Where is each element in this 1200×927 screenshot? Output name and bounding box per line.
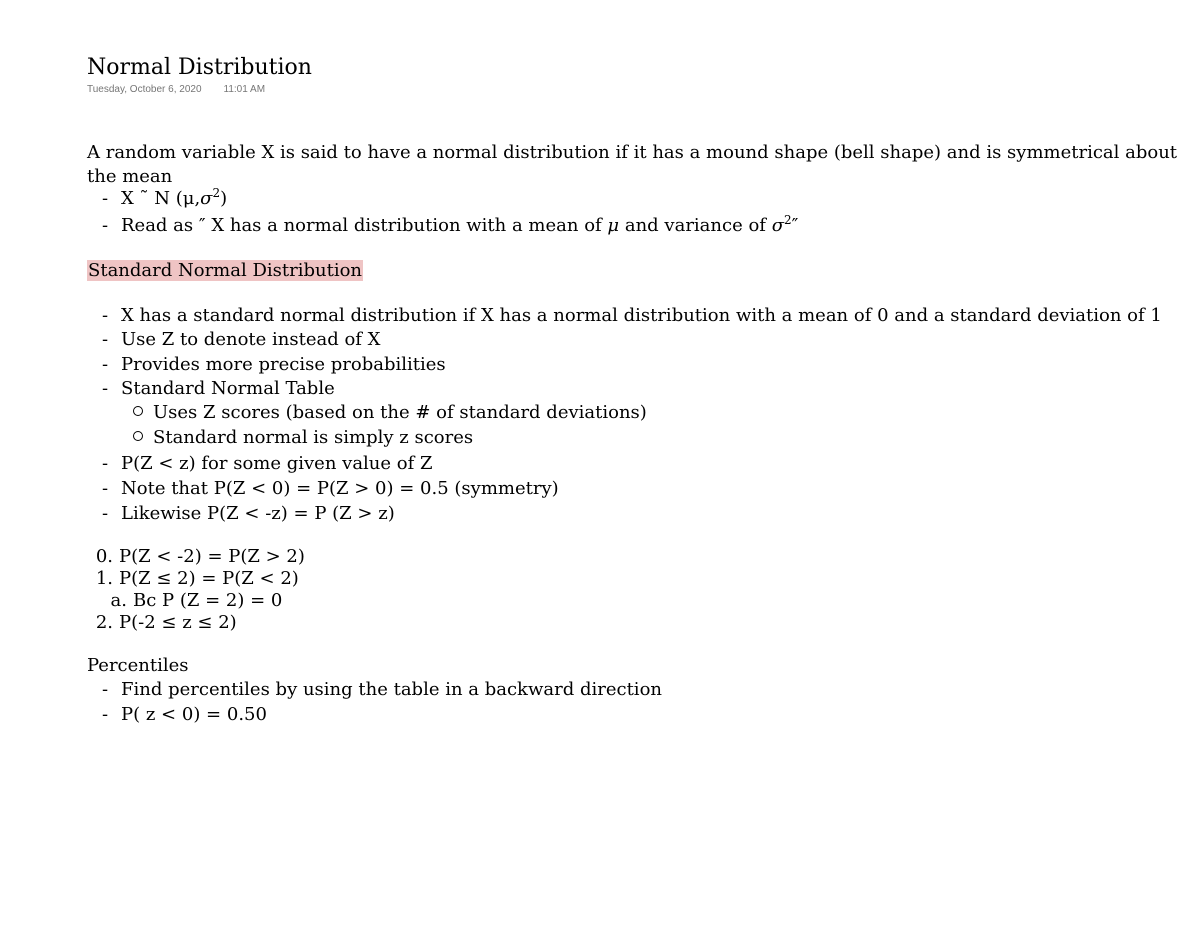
item-number: 2.	[95, 612, 113, 633]
bullet-text: Uses Z scores (based on the # of standard deviations)	[153, 402, 647, 423]
item-number: 0.	[95, 546, 113, 567]
bullet-text-middle: and variance of	[619, 215, 772, 236]
bullet-text: Note that P(Z < 0) = P(Z > 0) = 0.5 (symmetry)	[121, 478, 559, 499]
bullet-text: Provides more precise probabilities	[121, 354, 446, 375]
bullet-text: Standard normal is simply z scores	[153, 427, 474, 448]
item-text: P(-2 ≤ z ≤ 2)	[119, 612, 237, 633]
list-item	[87, 477, 559, 501]
list-item	[87, 502, 395, 526]
bullet-dash: -	[102, 453, 109, 474]
bullet-dash: -	[102, 329, 109, 350]
bullet-text: Standard Normal Table	[121, 378, 335, 399]
bullet-text: X has a standard normal distribution if X has a normal distribution with a mean of 0 and a standard deviation of 1	[121, 305, 1162, 326]
section-heading	[87, 259, 363, 283]
bullet-dash: -	[102, 503, 109, 524]
mu-symbol: μ	[607, 215, 620, 236]
note-time: 11:01 AM	[223, 84, 266, 95]
numbered-item	[87, 545, 305, 569]
highlighted-heading: Standard Normal Distribution	[88, 260, 363, 281]
item-text: P(Z ≤ 2) = P(Z < 2)	[119, 568, 299, 589]
item-letter: a.	[110, 590, 127, 611]
page-title: Normal Distribution	[87, 55, 312, 80]
bullet-dash: -	[102, 354, 109, 375]
bullet-text: P(Z < z) for some given value of Z	[121, 453, 433, 474]
bullet-text: Find percentiles by using the table in a backward direction	[121, 679, 662, 700]
sub-list-item	[87, 401, 647, 425]
bullet-text: Likewise P(Z < -z) = P (Z > z)	[121, 503, 395, 524]
sigma-symbol: σ	[771, 215, 784, 236]
intro-paragraph: A random variable X is said to have a normal distribution if it has a mound shape (bell shape) and is symmetrical about the mean	[87, 142, 1178, 187]
numbered-sub-item	[87, 589, 282, 613]
bullet-text-suffix: ″	[791, 215, 799, 236]
bullet-dash: -	[102, 305, 109, 326]
list-item	[87, 452, 433, 476]
note-date: Tuesday, October 6, 2020	[87, 84, 202, 95]
list-item	[87, 187, 227, 211]
section-heading: Percentiles	[87, 655, 189, 676]
bullet-dash: -	[102, 478, 109, 499]
list-item	[87, 214, 798, 238]
circle-bullet-icon	[133, 431, 143, 441]
circle-bullet-icon	[133, 406, 143, 416]
bullet-dash: -	[102, 188, 109, 209]
item-number: 1.	[95, 568, 113, 589]
bullet-text: P( z < 0) = 0.50	[121, 704, 267, 725]
list-item	[87, 328, 381, 352]
exponent: 2	[783, 213, 792, 227]
list-item	[87, 353, 446, 377]
bullet-dash: -	[102, 378, 109, 399]
bullet-dash: -	[102, 215, 109, 236]
bullet-dash: -	[102, 679, 109, 700]
bullet-text: Read as ″ X has a normal distribution with a mean of	[121, 215, 608, 236]
numbered-item	[87, 611, 237, 635]
list-item	[87, 678, 662, 702]
list-item	[87, 304, 1162, 328]
list-item	[87, 703, 267, 727]
item-text: Bc P (Z = 2) = 0	[133, 590, 283, 611]
note-timestamp	[87, 84, 265, 95]
sub-list-item	[87, 426, 473, 450]
sigma-symbol: σ	[200, 188, 213, 209]
numbered-item	[87, 567, 299, 591]
bullet-dash: -	[102, 704, 109, 725]
bullet-text-suffix: )	[220, 188, 228, 209]
item-text: P(Z < -2) = P(Z > 2)	[119, 546, 305, 567]
bullet-text: X ˜ N (μ,	[121, 188, 201, 209]
bullet-text: Use Z to denote instead of X	[121, 329, 381, 350]
list-item	[87, 377, 335, 401]
exponent: 2	[212, 186, 221, 200]
